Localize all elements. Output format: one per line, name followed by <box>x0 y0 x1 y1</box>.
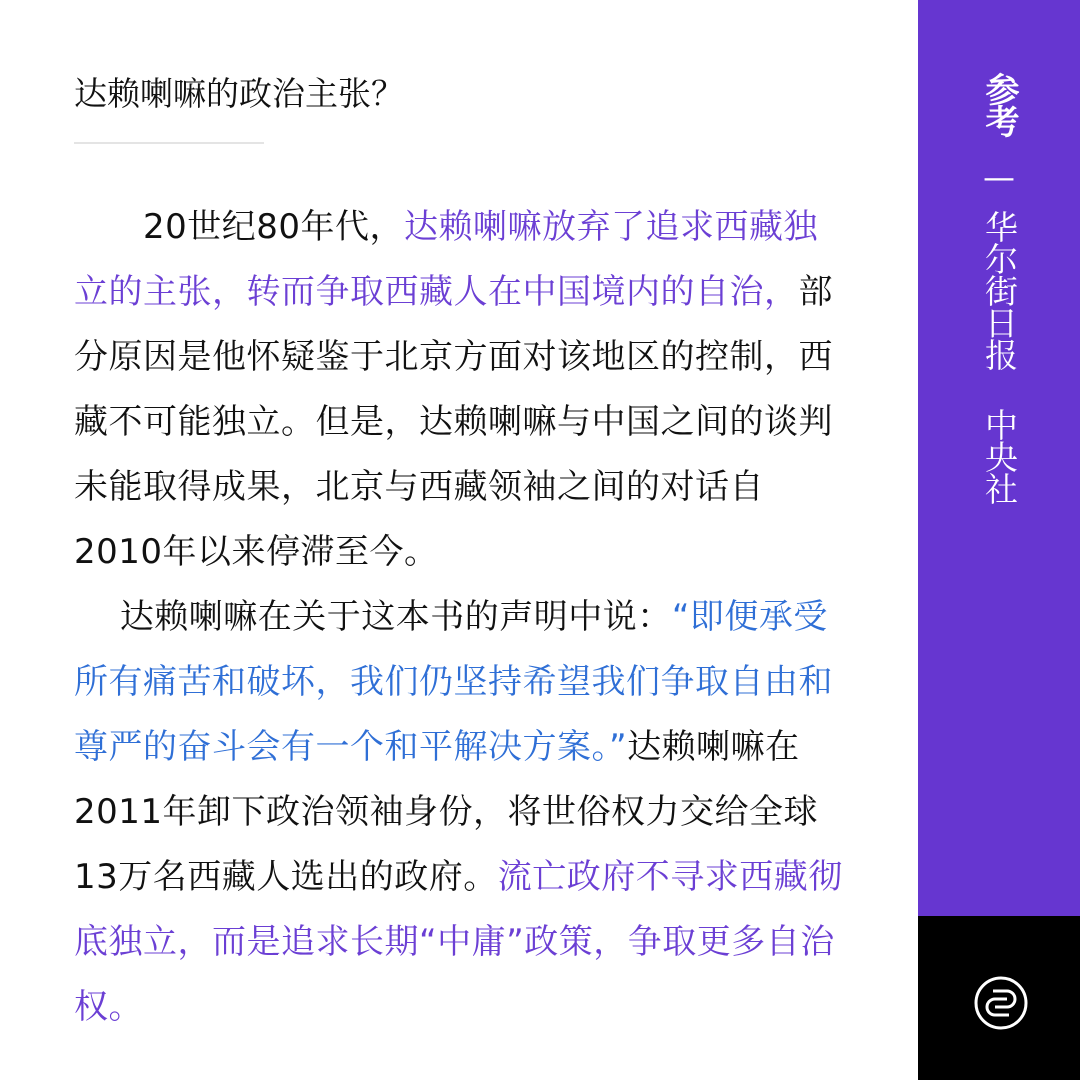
article-heading: 达赖喇嘛的政治主张？ <box>74 74 404 113</box>
paragraph-2-indent <box>74 597 120 637</box>
paragraph-2-quote: “即便承受所有痛苦和破坏，我们仍坚持希望我们争取自由和尊严的奋斗会有一个和平解决方案。” <box>74 597 833 767</box>
sidebar-sources: 华尔街日报 中央社 <box>980 210 1019 504</box>
paragraph-1-rest: 部分原因是他怀疑鉴于北京方面对该地区的控制，西藏不可能独立。但是，达赖喇嘛与中国之间的谈判未能取得成果，北京与西藏领袖之间的对话自2010年以来停滞至今。 <box>74 272 833 572</box>
paragraph-2 <box>74 585 844 1040</box>
paragraph-2-lead: 达赖喇嘛在关于这本书的声明中说： <box>119 597 672 637</box>
paragraph-1 <box>74 195 844 585</box>
sidebar-label: 参考 <box>979 72 1019 136</box>
paragraph-1-highlight: 达赖喇嘛放弃了追求西藏独立的主张，转而争取西藏人在中国境内的自治， <box>74 207 819 312</box>
paragraph-2-middle: 达赖喇嘛在2011年卸下政治领袖身份，将世俗权力交给全球13万名西藏人选出的政府。 <box>74 727 819 897</box>
sidebar-dash: — <box>980 158 1018 196</box>
paragraph-1-indent <box>74 207 143 247</box>
circular-logo-icon <box>973 975 1029 1031</box>
article-body <box>74 195 844 1040</box>
reference-sidebar <box>918 0 1080 916</box>
paragraph-1-lead: 20世纪80年代， <box>143 207 405 247</box>
heading-divider <box>74 142 264 144</box>
paragraph-2-highlight: 流亡政府不寻求西藏彻底独立，而是追求长期“中庸”政策，争取更多自治权。 <box>74 857 843 1027</box>
logo-panel <box>918 916 1080 1080</box>
sidebar-vertical-text <box>918 72 1080 504</box>
